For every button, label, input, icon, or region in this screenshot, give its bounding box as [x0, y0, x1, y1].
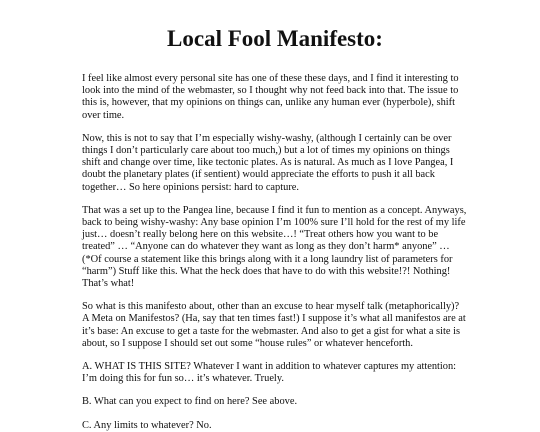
- rule-b: B. What can you expect to find on here? See above.: [82, 396, 298, 408]
- rule-a: A. WHAT IS THIS SITE? Whatever I want in addition to whatever captures my attention: I’m doing this for fun so… it’s whatever. Truely.: [82, 361, 457, 385]
- paragraph-meta: So what is this manifesto about, other than an excuse to hear myself talk (metaphorically)? A Meta on Manifestos? (Ha, say that ten times fast!) I suppose it’s what all manifestos are at it’s base: An excuse to get a taste for the webmaster. And also to get a gist for what a site is about, so I suppose I should set out some “house rules” or whatever henceforth.: [82, 301, 466, 349]
- document-page: [0, 26, 540, 431]
- paragraph-intro: I feel like almost every personal site has one of these these days, and I find it interesting to look into the mind of the webmaster, so I thought why not feed back into that. The issue to this is, however, that my opinions on things can, unlike any human ever (hyperbole), shift over time.: [82, 73, 459, 121]
- rule-c: C. Any limits to whatever? No.: [82, 419, 212, 431]
- paragraph-pangea: That was a set up to the Pangea line, because I find it fun to mention as a concept. Anyways, back to being wishy-washy: Any base opinion I’m 100% sure I’ll hold for the rest of my life just… doesn’t really belong here on this website…! “Treat others how you want to be treated” … “Anyone can do whatever they want as long as they don’t harm* anyone” … (*Of course a statement like this brings along with it a long laundry list of parameters for “harm”) Stuff like this. What the heck does that have to do with this website!?! Nothing! That’s what!: [82, 204, 467, 290]
- page-title: Local Fool Manifesto:: [167, 26, 383, 51]
- paragraph-tectonic: Now, this is not to say that I’m especially wishy-washy, (although I certainly can be over things I don’t particularly care about too much,) but a lot of times my opinions on things shift and change over time, like tectonic plates. As is natural. As much as I love Pangea, I doubt the planetary plates (if sentient) would appreciate the efforts to push it all back together… So here opinions persist: hard to capture.: [82, 132, 454, 193]
